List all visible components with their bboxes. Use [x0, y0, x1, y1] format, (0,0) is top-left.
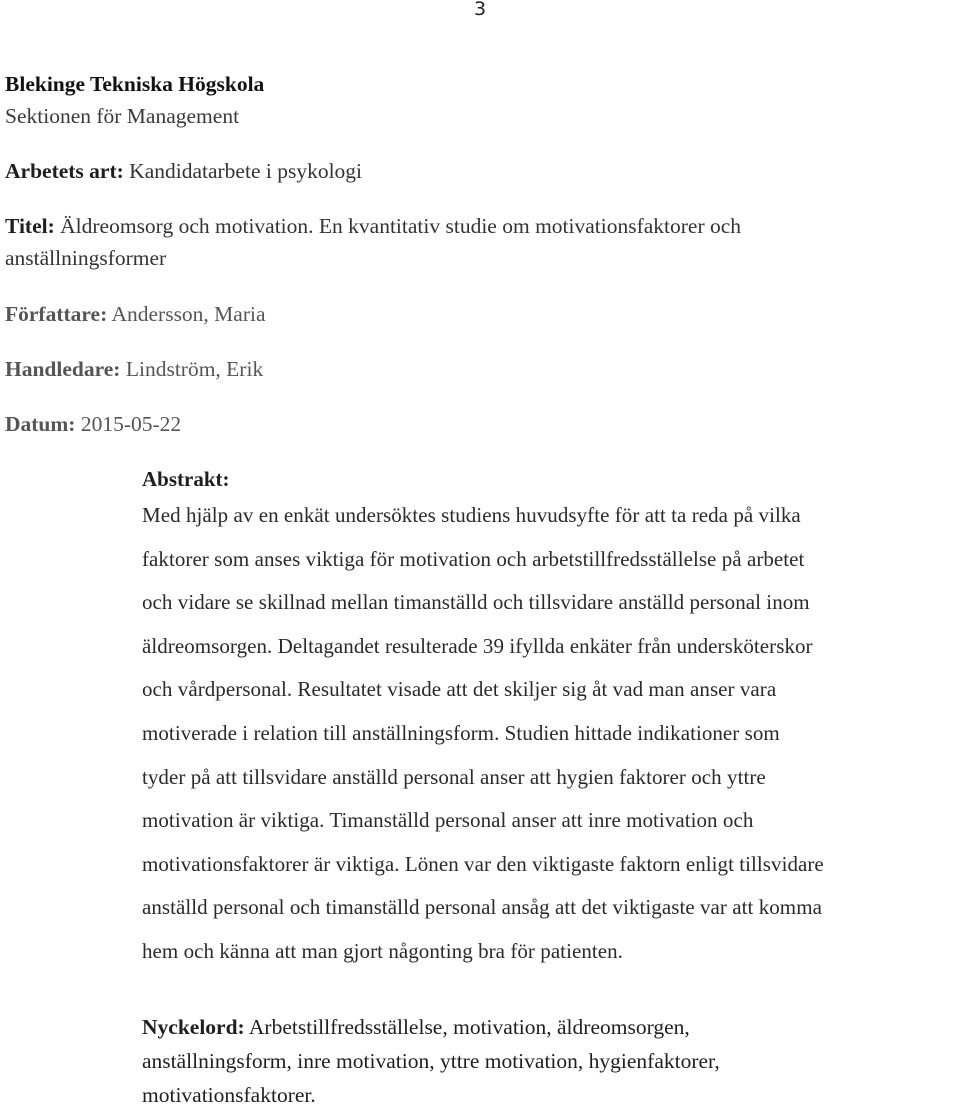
section-name: Sektionen för Management [5, 104, 240, 128]
keywords-line: motivationsfaktorer. [142, 1083, 316, 1107]
abstract-line: Med hjälp av en enkät undersöktes studiens huvudsyfte för att ta reda på vilka [142, 503, 801, 527]
abstract-line: motivation är viktiga. Timanställd personal anser att inre motivation och [142, 808, 754, 833]
work-type-label: Arbetets art: [5, 159, 124, 183]
abstract-line: och vidare se skillnad mellan timanställd och tillsvidare anställd personal inom [142, 590, 810, 615]
abstract-line: motiverade i relation till anställningsform. Studien hittade indikationer som [142, 720, 780, 745]
abstract-line: hem och känna att man gjort någonting bra för patienten. [142, 938, 623, 963]
keywords-value: Arbetstillfredsställelse, motivation, äldreomsorgen, [248, 1015, 690, 1039]
title-row [5, 212, 741, 240]
abstract-body [142, 494, 957, 974]
abstract-line: faktorer som anses viktiga för motivation och arbetstillfredsställelse på arbetet [142, 546, 805, 571]
abstract-title: Abstrakt: [142, 467, 230, 491]
supervisor-row [5, 355, 263, 383]
keywords-first-line [142, 1010, 957, 1044]
work-type-value: Kandidatarbete i psykologi [129, 159, 363, 183]
supervisor-value: Lindström, Erik [125, 357, 264, 381]
title-value: Äldreomsorg och motivation. En kvantitativ studie om motivationsfaktorer och [60, 214, 742, 238]
abstract-line: äldreomsorgen. Deltagandet resulterade 39 ifyllda enkäter från undersköterskor [142, 633, 813, 658]
date-label: Datum: [5, 412, 76, 436]
keywords-line: anställningsform, inre motivation, yttre motivation, hygienfaktorer, [142, 1049, 720, 1073]
title-value-continued: anställningsformer [5, 246, 167, 270]
page-number: 3 [474, 0, 487, 20]
title-label: Titel: [5, 214, 55, 238]
author-label: Författare: [5, 302, 108, 326]
keywords-section [142, 1010, 957, 1112]
work-type-row [5, 157, 362, 185]
date-row [5, 410, 181, 438]
abstract-line: motivationsfaktorer är viktiga. Lönen var den viktigaste faktorn enligt tillsvidare [142, 851, 824, 876]
abstract-line: och vårdpersonal. Resultatet visade att det skiljer sig åt vad man anser vara [142, 677, 777, 702]
date-value: 2015-05-22 [80, 412, 182, 436]
author-row [5, 300, 266, 328]
author-value: Andersson, Maria [111, 302, 266, 326]
university-name: Blekinge Tekniska Högskola [5, 72, 265, 96]
abstract-section [142, 464, 957, 974]
supervisor-label: Handledare: [5, 357, 121, 381]
abstract-line: anställd personal och timanställd personal ansåg att det viktigaste var att komma [142, 895, 822, 920]
keywords-label: Nyckelord: [142, 1015, 245, 1039]
abstract-line: tyder på att tillsvidare anställd personal anser att hygien faktorer och yttre [142, 764, 766, 789]
